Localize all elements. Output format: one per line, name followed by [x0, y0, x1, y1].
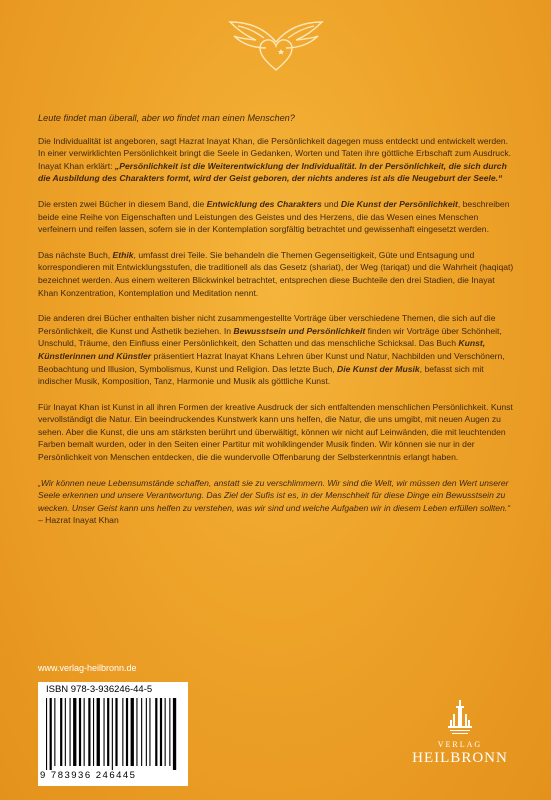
paragraph-first-books	[38, 198, 516, 236]
p1-text: Die Individualität ist angeboren, sagt Hazrat Inayat Khan, die Persönlichkeit dagegen muss entdeckt und entwickelt werden. In einer verwirklichten Persönlichkeit bringt die Seele in Gedanken, Worten und Taten ihre göttliche Erbschaft zum Ausdruck. Inayat Khan erklärt:	[38, 135, 512, 171]
publisher-label-big: HEILBRONN	[412, 750, 508, 766]
isbn-text: ISBN 978-3-936246-44-5	[46, 684, 153, 695]
publisher-logo	[405, 700, 515, 770]
p4-text-g: , befasst sich mit indischer Musik, Komposition, Tanz, Harmonie und Musik als göttliche Kunst.	[38, 363, 484, 387]
p3-title: Ethik	[112, 249, 134, 260]
p2-title-1: Entwicklung des Charakters	[206, 198, 322, 209]
winged-heart-icon	[226, 12, 326, 80]
p4-text-e: präsentiert Hazrat Inayat Khans Lehren über Kunst und Natur, Nachbilden und Verschönern, Beobachtung und Illusion, Symbolismus, Kunst und Religion. Das letzte Buch,	[38, 350, 505, 374]
p2-text-e: , beschreiben beide eine Reihe von Eigenschaften und Leistungen des Geistes und des Herzens, die das Wesen eines Menschen verfeinern und reifen lassen, sofern sie in der Kontemplation sorgfältig betrachtet und gewissenhaft eingesetzt werden.	[38, 198, 510, 235]
barcode-icon	[44, 698, 182, 770]
p4-title-3: Die Kunst der Musik	[337, 363, 420, 374]
p2-text-c: und	[321, 198, 341, 209]
paragraph-ethics	[38, 249, 516, 299]
quote-text: „Wir können neue Lebensumstände schaffen, anstatt sie zu verschlimmern. Wir sind die Welt, wir müssen den Wert unserer Seele erkennen und unsere Verantwortung. Das Ziel der Sufis ist es, in der Menschheit für diese Dinge ein Bewusstsein zu wecken. Unser Geist kann uns helfen zu verstehen, was wir sind und welche Aufgaben wir in diesem Leben erfüllen sollten.“	[38, 477, 511, 513]
lead-question: Leute findet man überall, aber wo findet man einen Menschen?	[38, 113, 295, 123]
p4-text-a: Die anderen drei Bücher enthalten bisher nicht zusammengestellte Vorträge über verschiedene Themen, die sich auf die Persönlichkeit, die Kunst und Ästhetik beziehen. In	[38, 313, 496, 336]
p4-title-1: Bewusstsein und Persönlichkeit	[233, 325, 366, 336]
paragraph-art: Für Inayat Khan ist Kunst in all ihren Formen der kreative Ausdruck der sich entfaltenden menschlichen Persönlichkeit. Kunst vervollständigt die Natur. Ein beeindruckendes Kunstwerk kann uns helfen, die Natur, die uns umgibt, mit neuen Augen zu sehen. Aber die Kunst, die uns am stärksten berührt und überwältigt, können wir nicht auf Leinwänden, die mit leuchtenden Farben bemalt wurden, oder in den Seiten einer Partitur mit wohlklingender Musik finden. Wir können sie nur in der Persönlichkeit von Menschen entdecken, die die wundervolle Offenbarung der Selbsterkenntnis erlangt haben.	[38, 401, 513, 463]
p3-text-c: , umfasst drei Teile. Sie behandeln die Themen Gegenseitigkeit, Güte und Entsagung und korrespondieren mit Entwicklungsstufen, die traditionell als das Gesetz (shariat), der Weg (tariqat) und die Wahrheit (haqiqat) bezeichnet werden. Aus einem weiteren Blickwinkel betrachtet, entsprechen diese Buchteile den drei Stadien, die Inayat Khan Konzentration, Kontemplation und Meditation nennt.	[38, 249, 514, 298]
p4-title-2: Kunst, Künstlerinnen und Künstler	[38, 338, 486, 361]
p3-text-a: Das nächste Buch,	[38, 249, 113, 260]
p2-text-a: Die ersten zwei Bücher in diesem Band, die	[38, 198, 207, 209]
p1-quote: „Persönlichkeit ist die Weiterentwicklung der Individualität. In der Persönlichkeit, die sich durch die Ausbildung des Charakters formt, wird der Geist geboren, der nichts anderes ist als die Neugeburt der Seele.“	[38, 160, 507, 184]
paragraph-other-books	[38, 312, 516, 388]
back-cover-text	[38, 112, 516, 540]
quote-author: – Hazrat Inayat Khan	[38, 515, 119, 526]
barcode-box	[38, 682, 188, 786]
p4-text-c: finden wir Vorträge über Schönheit, Unschuld, Träume, den Einfluss einer Persönlichkeit, den Schatten und das menschliche Schicksal. Das Buch	[38, 325, 502, 349]
publisher-url[interactable]: www.verlag-heilbronn.de	[38, 663, 137, 673]
p2-title-2: Die Kunst der Persönlichkeit	[340, 198, 458, 209]
barcode-digits: 9 783936 246445	[40, 770, 137, 781]
publisher-label-small: VERLAG	[437, 740, 483, 749]
candle-tower-icon	[448, 700, 472, 738]
closing-quote	[38, 477, 516, 527]
paragraph-individuality	[38, 135, 516, 185]
